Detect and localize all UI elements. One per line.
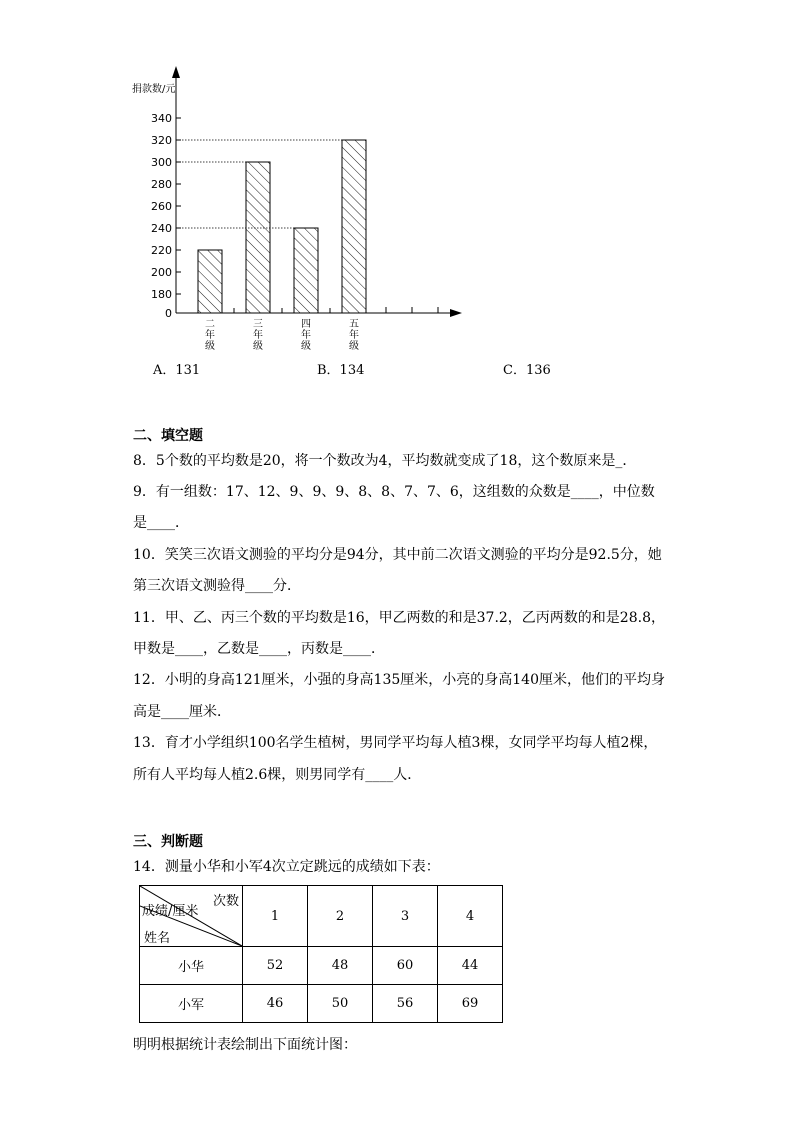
category-label: 级 — [349, 341, 359, 352]
y-tick-label: 340 — [151, 112, 172, 125]
y-tick-label: 0 — [165, 307, 172, 320]
category-label: 四 — [301, 319, 311, 330]
category-label: 级 — [253, 341, 263, 352]
y-tick-label: 300 — [151, 156, 172, 169]
row-name: 小军 — [140, 985, 243, 1023]
category-label: 级 — [301, 341, 311, 352]
question-10-line2: 第三次语文测验得____分． — [133, 578, 301, 594]
table-cell: 69 — [438, 985, 503, 1023]
column-header: 4 — [438, 886, 503, 947]
category-label: 二 — [205, 319, 215, 330]
category-label: 五 — [349, 319, 359, 330]
header-times: 次数 — [212, 894, 239, 909]
y-tick-label: 320 — [151, 134, 172, 147]
y-tick-label: 280 — [151, 178, 172, 191]
header-name: 姓名 — [144, 931, 171, 946]
column-header: 3 — [373, 886, 438, 947]
y-tick-label: 240 — [151, 222, 172, 235]
question-13-line2: 所有人平均每人植2.6棵，则男同学有____人． — [133, 767, 422, 783]
y-tick-label: 180 — [151, 288, 172, 301]
header-score-unit: 成绩/厘米 — [142, 904, 199, 919]
row-name: 小华 — [140, 947, 243, 985]
question-14: 14．测量小华和小军4次立定跳远的成绩如下表： — [133, 859, 440, 875]
y-axis-label: 捐款数/元 — [132, 84, 176, 95]
section-judgement-title: 三、判断题 — [133, 834, 203, 850]
question-13-line1: 13．育才小学组织100名学生植树，男同学平均每人植3棵，女同学平均每人植2棵， — [133, 735, 658, 751]
category-label: 年 — [205, 330, 215, 341]
option-c[interactable]: C．136 — [503, 363, 551, 378]
chart-intro-text: 明明根据统计表绘制出下面统计图： — [133, 1037, 357, 1053]
question-12-line1: 12．小明的身高121厘米，小强的身高135厘米，小亮的身高140厘米，他们的平均身 — [133, 672, 665, 688]
bar — [294, 228, 318, 313]
question-8: 8．5个数的平均数是20，将一个数改为4，平均数就变成了18，这个数原来是_． — [133, 453, 637, 469]
question-10-line1: 10．笑笑三次语文测验的平均分是94分，其中前二次语文测验的平均分是92.5分，她 — [133, 547, 662, 563]
option-a[interactable]: A．131 — [153, 363, 201, 378]
bar — [198, 250, 222, 313]
x-axis-arrow — [450, 309, 462, 317]
table-row — [140, 985, 503, 1023]
question-11-line1: 11．甲、乙、丙三个数的平均数是16，甲乙两数的和是37.2，乙丙两数的和是28.8， — [133, 610, 665, 626]
section-fill-blank-title: 二、填空题 — [133, 428, 203, 444]
table-cell: 56 — [373, 985, 438, 1023]
table-cell: 44 — [438, 947, 503, 985]
bar — [342, 140, 366, 313]
jump-score-table — [139, 885, 503, 1023]
option-b[interactable]: B．134 — [317, 363, 365, 378]
column-header: 2 — [308, 886, 373, 947]
category-label: 级 — [205, 341, 215, 352]
table-cell: 52 — [243, 947, 308, 985]
category-label: 年 — [253, 330, 263, 341]
y-tick-label: 260 — [151, 200, 172, 213]
question-9-line1: 9．有一组数：17、12、9、9、9、8、8、7、7、6，这组数的众数是____，中位数 — [133, 484, 655, 500]
question-11-line2: 甲数是____，乙数是____，丙数是____． — [133, 641, 385, 657]
question-12-line2: 高是____厘米． — [133, 704, 231, 720]
question-9-line2: 是____． — [133, 515, 189, 531]
y-tick-label: 200 — [151, 266, 172, 279]
y-tick-label: 220 — [151, 244, 172, 257]
table-cell: 48 — [308, 947, 373, 985]
column-header: 1 — [243, 886, 308, 947]
table-diagonal-header — [140, 886, 243, 947]
table-cell: 46 — [243, 985, 308, 1023]
category-label: 年 — [301, 330, 311, 341]
y-axis-arrow — [172, 66, 180, 78]
category-label: 年 — [349, 330, 359, 341]
donation-bar-chart — [128, 62, 468, 352]
table-cell: 60 — [373, 947, 438, 985]
category-label: 三 — [253, 319, 263, 330]
bar — [246, 162, 270, 313]
table-cell: 50 — [308, 985, 373, 1023]
table-row — [140, 947, 503, 985]
